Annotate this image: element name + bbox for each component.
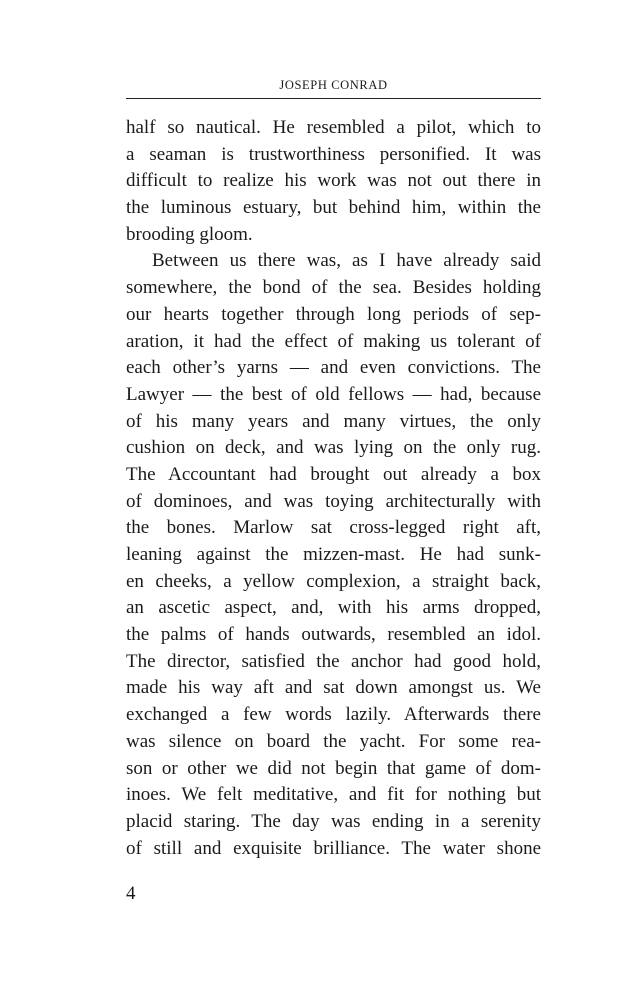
text-line: our hearts together through long periods of sep- bbox=[126, 303, 541, 325]
text-line: placid staring. The day was ending in a serenity bbox=[126, 810, 541, 832]
body-text bbox=[126, 115, 541, 862]
text-line: the palms of hands outwards, resembled an idol. bbox=[126, 624, 541, 646]
text-line: difficult to realize his work was not out there in bbox=[126, 170, 541, 192]
text-line: an ascetic aspect, and, with his arms dropped, bbox=[126, 597, 541, 619]
text-line: somewhere, the bond of the sea. Besides holding bbox=[126, 277, 541, 299]
text-line: of dominoes, and was toying architecturally with bbox=[126, 490, 541, 512]
text-line: brooding gloom. bbox=[126, 223, 253, 245]
text-line: a seaman is trustworthiness personified. It was bbox=[126, 143, 541, 165]
text-line: the bones. Marlow sat cross-legged right aft, bbox=[126, 517, 541, 539]
text-line: son or other we did not begin that game of dom- bbox=[126, 757, 541, 779]
text-line: cushion on deck, and was lying on the only rug. bbox=[126, 437, 541, 459]
header-rule bbox=[126, 98, 541, 99]
text-line: of still and exquisite brilliance. The water shone bbox=[126, 837, 541, 859]
text-line: aration, it had the effect of making us tolerant of bbox=[126, 330, 541, 352]
text-line: leaning against the mizzen-mast. He had sunk- bbox=[126, 544, 541, 565]
text-line: The director, satisfied the anchor had good hold, bbox=[126, 650, 541, 672]
text-line: Lawyer — the best of old fellows — had, because bbox=[126, 383, 541, 405]
page-number: 4 bbox=[126, 883, 136, 904]
text-line: en cheeks, a yellow complexion, a straight back, bbox=[126, 570, 541, 592]
text-line: made his way aft and sat down amongst us. We bbox=[126, 677, 541, 699]
text-line: exchanged a few words lazily. Afterwards there bbox=[126, 704, 541, 726]
text-line: The Accountant had brought out already a box bbox=[126, 463, 541, 485]
text-line: was silence on board the yacht. For some rea- bbox=[126, 730, 541, 752]
text-line: Between us there was, as I have already said bbox=[152, 250, 541, 272]
text-line: the luminous estuary, but behind him, within the bbox=[126, 197, 541, 219]
running-head: JOSEPH CONRAD bbox=[279, 78, 388, 92]
text-line: of his many years and many virtues, the only bbox=[126, 410, 541, 432]
text-line: half so nautical. He resembled a pilot, which to bbox=[126, 117, 541, 138]
text-line: inoes. We felt meditative, and fit for nothing but bbox=[126, 784, 541, 806]
text-line: each other’s yarns — and even convictions. The bbox=[126, 357, 541, 379]
